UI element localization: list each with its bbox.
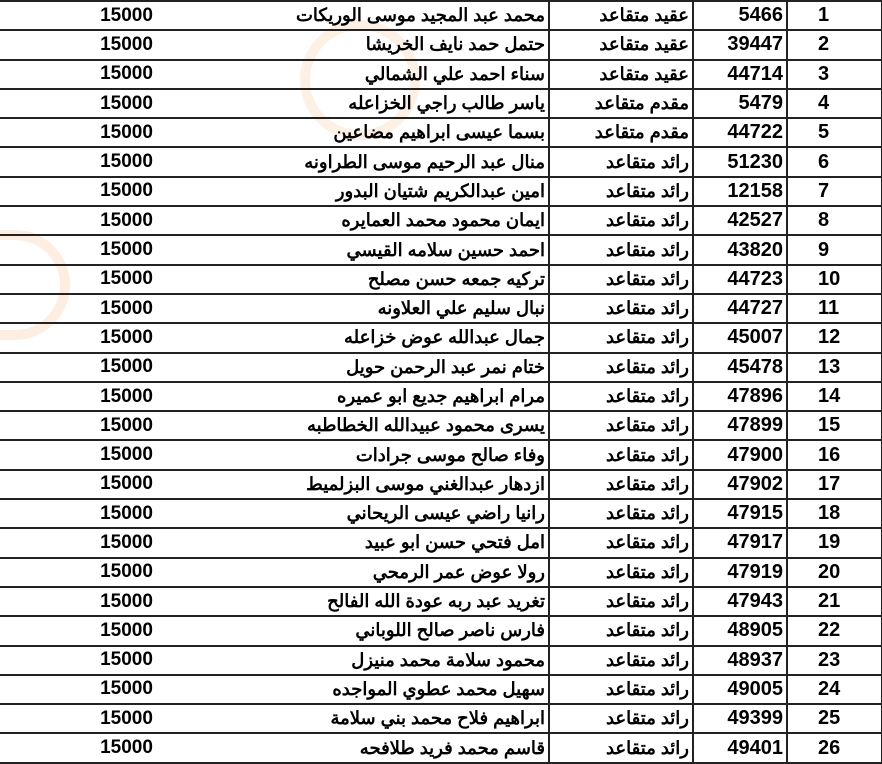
amount-cell: 15000: [0, 675, 270, 704]
table-row: [0, 587, 882, 616]
index-cell: 4: [787, 89, 882, 118]
table-row: [0, 235, 882, 264]
name-cell: حتمل حمد نايف الخريشا: [270, 30, 549, 59]
index-cell: 22: [787, 616, 882, 645]
name-cell: مرام ابراهيم جديع ابو عميره: [270, 382, 549, 411]
table-row: [0, 89, 882, 118]
index-cell: 9: [787, 235, 882, 264]
amount-cell: 15000: [0, 206, 270, 235]
name-cell: سهيل محمد عطوي المواجده: [270, 675, 549, 704]
table-row: [0, 499, 882, 528]
id-number-cell: 47900: [693, 440, 787, 469]
amount-cell: 15000: [0, 30, 270, 59]
name-cell: رانيا راضي عيسى الريحاني: [270, 499, 549, 528]
table-row: [0, 30, 882, 59]
rank-cell: رائد متقاعد: [549, 440, 693, 469]
id-number-cell: 47902: [693, 470, 787, 499]
table-row: [0, 323, 882, 352]
index-cell: 11: [787, 294, 882, 323]
amount-cell: 15000: [0, 147, 270, 176]
table-row: [0, 294, 882, 323]
table-row: [0, 382, 882, 411]
table-row: [0, 206, 882, 235]
id-number-cell: 44722: [693, 118, 787, 147]
table-row: [0, 411, 882, 440]
rank-cell: عقيد متقاعد: [549, 60, 693, 89]
name-cell: تغريد عبد ربه عودة الله الفالح: [270, 587, 549, 616]
name-cell: محمد عبد المجيد موسى الوريكات: [270, 1, 549, 30]
rank-cell: رائد متقاعد: [549, 382, 693, 411]
index-cell: 24: [787, 675, 882, 704]
rank-cell: رائد متقاعد: [549, 616, 693, 645]
amount-cell: 15000: [0, 558, 270, 587]
index-cell: 5: [787, 118, 882, 147]
id-number-cell: 47896: [693, 382, 787, 411]
id-number-cell: 48905: [693, 616, 787, 645]
rank-cell: رائد متقاعد: [549, 733, 693, 762]
name-cell: سناء احمد علي الشمالي: [270, 60, 549, 89]
id-number-cell: 44723: [693, 265, 787, 294]
index-cell: 7: [787, 177, 882, 206]
id-number-cell: 45007: [693, 323, 787, 352]
amount-cell: 15000: [0, 294, 270, 323]
id-number-cell: 12158: [693, 177, 787, 206]
amount-cell: 15000: [0, 60, 270, 89]
index-cell: 10: [787, 265, 882, 294]
amount-cell: 15000: [0, 470, 270, 499]
amount-cell: 15000: [0, 587, 270, 616]
index-cell: 25: [787, 704, 882, 733]
name-cell: امين عبدالكريم شتيان البدور: [270, 177, 549, 206]
rank-cell: رائد متقاعد: [549, 235, 693, 264]
table-row: [0, 60, 882, 89]
name-cell: منال عبد الرحيم موسى الطراونه: [270, 147, 549, 176]
id-number-cell: 5466: [693, 1, 787, 30]
rank-cell: رائد متقاعد: [549, 411, 693, 440]
id-number-cell: 43820: [693, 235, 787, 264]
index-cell: 21: [787, 587, 882, 616]
amount-cell: 15000: [0, 118, 270, 147]
id-number-cell: 42527: [693, 206, 787, 235]
index-cell: 14: [787, 382, 882, 411]
table-row: [0, 118, 882, 147]
id-number-cell: 47915: [693, 499, 787, 528]
rank-cell: رائد متقاعد: [549, 206, 693, 235]
rank-cell: رائد متقاعد: [549, 470, 693, 499]
amount-cell: 15000: [0, 1, 270, 30]
table-row: [0, 177, 882, 206]
id-number-cell: 39447: [693, 30, 787, 59]
id-number-cell: 45478: [693, 353, 787, 382]
index-cell: 26: [787, 733, 882, 762]
amount-cell: 15000: [0, 382, 270, 411]
id-number-cell: 47943: [693, 587, 787, 616]
name-cell: امل فتحي حسن ابو عبيد: [270, 528, 549, 557]
amount-cell: 15000: [0, 646, 270, 675]
index-cell: 8: [787, 206, 882, 235]
index-cell: 2: [787, 30, 882, 59]
name-cell: ختام نمر عبد الرحمن حويل: [270, 353, 549, 382]
id-number-cell: 49399: [693, 704, 787, 733]
name-cell: وفاء صالح موسى جرادات: [270, 440, 549, 469]
rank-cell: رائد متقاعد: [549, 147, 693, 176]
table-row: [0, 616, 882, 645]
rank-cell: مقدم متقاعد: [549, 118, 693, 147]
id-number-cell: 44727: [693, 294, 787, 323]
table-row: [0, 646, 882, 675]
amount-cell: 15000: [0, 177, 270, 206]
table-row: [0, 558, 882, 587]
id-number-cell: 5479: [693, 89, 787, 118]
name-cell: فارس ناصر صالح اللوباني: [270, 616, 549, 645]
rank-cell: عقيد متقاعد: [549, 1, 693, 30]
amount-cell: 15000: [0, 89, 270, 118]
amount-cell: 15000: [0, 411, 270, 440]
index-cell: 16: [787, 440, 882, 469]
index-cell: 1: [787, 1, 882, 30]
name-cell: نبال سليم علي العلاونه: [270, 294, 549, 323]
index-cell: 20: [787, 558, 882, 587]
index-cell: 18: [787, 499, 882, 528]
amount-cell: 15000: [0, 235, 270, 264]
table-row: [0, 704, 882, 733]
id-number-cell: 48937: [693, 646, 787, 675]
name-cell: ابراهيم فلاح محمد بني سلامة: [270, 704, 549, 733]
table-row: [0, 733, 882, 762]
rank-cell: رائد متقاعد: [549, 353, 693, 382]
amount-cell: 15000: [0, 323, 270, 352]
name-cell: احمد حسين سلامه القيسي: [270, 235, 549, 264]
id-number-cell: 47899: [693, 411, 787, 440]
name-cell: تركيه جمعه حسن مصلح: [270, 265, 549, 294]
table-row: [0, 147, 882, 176]
rank-cell: رائد متقاعد: [549, 265, 693, 294]
index-cell: 3: [787, 60, 882, 89]
name-cell: قاسم محمد فريد طلافحه: [270, 733, 549, 762]
index-cell: 23: [787, 646, 882, 675]
rank-cell: رائد متقاعد: [549, 704, 693, 733]
rank-cell: مقدم متقاعد: [549, 89, 693, 118]
amount-cell: 15000: [0, 733, 270, 762]
id-number-cell: 49005: [693, 675, 787, 704]
table-row: [0, 470, 882, 499]
name-cell: رولا عوض عمر الرمحي: [270, 558, 549, 587]
table-row: [0, 440, 882, 469]
index-cell: 17: [787, 470, 882, 499]
table-row: [0, 353, 882, 382]
amount-cell: 15000: [0, 616, 270, 645]
name-cell: ازدهار عبدالغني موسى البزلميط: [270, 470, 549, 499]
index-cell: 6: [787, 147, 882, 176]
id-number-cell: 44714: [693, 60, 787, 89]
index-cell: 15: [787, 411, 882, 440]
rank-cell: رائد متقاعد: [549, 587, 693, 616]
name-cell: ايمان محمود محمد العمايره: [270, 206, 549, 235]
amount-cell: 15000: [0, 353, 270, 382]
table-row: [0, 1, 882, 30]
rank-cell: رائد متقاعد: [549, 528, 693, 557]
index-cell: 19: [787, 528, 882, 557]
index-cell: 12: [787, 323, 882, 352]
rank-cell: رائد متقاعد: [549, 177, 693, 206]
table-row: [0, 528, 882, 557]
rank-cell: رائد متقاعد: [549, 323, 693, 352]
name-cell: بسما عيسى ابراهيم مضاعين: [270, 118, 549, 147]
rank-cell: رائد متقاعد: [549, 499, 693, 528]
name-cell: ياسر طالب راجي الخزاعله: [270, 89, 549, 118]
rank-cell: رائد متقاعد: [549, 675, 693, 704]
rank-cell: رائد متقاعد: [549, 558, 693, 587]
name-cell: يسرى محمود عبيدالله الخطاطبه: [270, 411, 549, 440]
amount-cell: 15000: [0, 499, 270, 528]
rank-cell: رائد متقاعد: [549, 646, 693, 675]
id-number-cell: 51230: [693, 147, 787, 176]
name-cell: جمال عبدالله عوض خزاعله: [270, 323, 549, 352]
index-cell: 13: [787, 353, 882, 382]
rank-cell: رائد متقاعد: [549, 294, 693, 323]
amount-cell: 15000: [0, 440, 270, 469]
amount-cell: 15000: [0, 704, 270, 733]
name-cell: محمود سلامة محمد منيزل: [270, 646, 549, 675]
id-number-cell: 49401: [693, 733, 787, 762]
id-number-cell: 47917: [693, 528, 787, 557]
id-number-cell: 47919: [693, 558, 787, 587]
amount-cell: 15000: [0, 265, 270, 294]
table-row: [0, 265, 882, 294]
table-row: [0, 675, 882, 704]
rank-cell: عقيد متقاعد: [549, 30, 693, 59]
amount-cell: 15000: [0, 528, 270, 557]
